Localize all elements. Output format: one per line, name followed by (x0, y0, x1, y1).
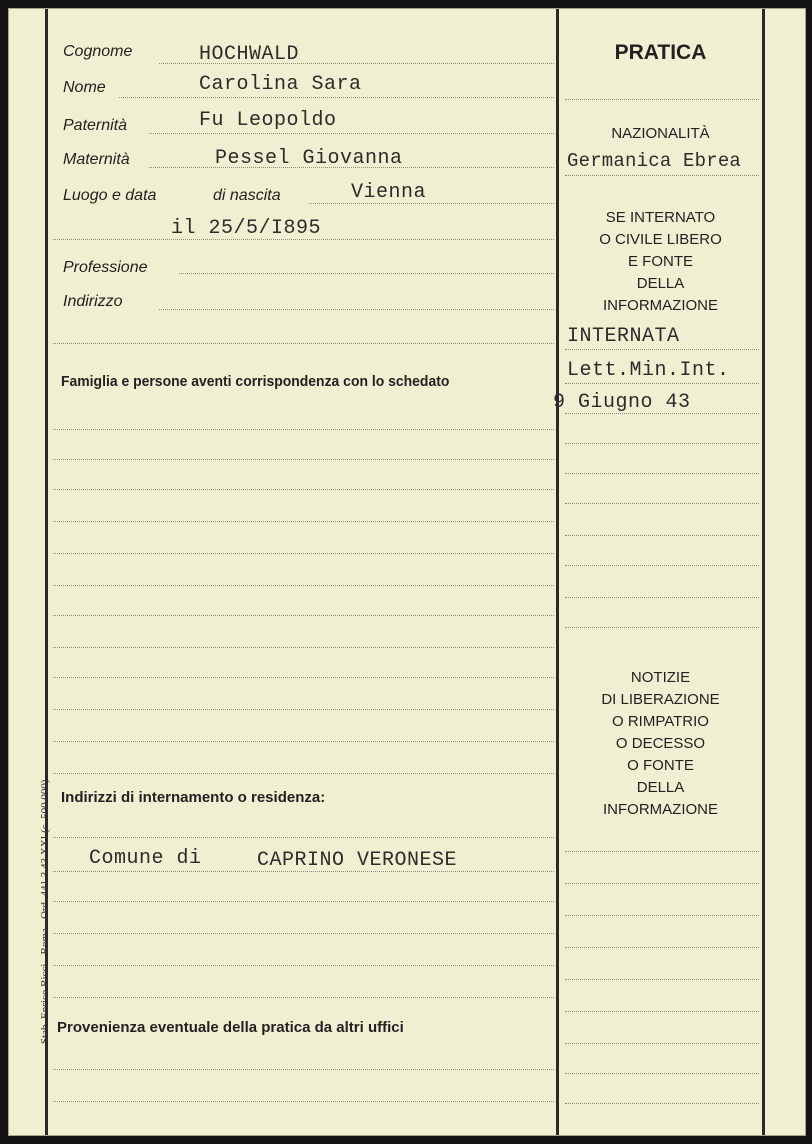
famiglia-line-1 (53, 429, 554, 430)
right-margin-rule (762, 9, 765, 1135)
side-line-4 (565, 383, 759, 384)
notizie-label-7: INFORMAZIONE (603, 801, 718, 818)
side-line-19 (565, 1043, 759, 1044)
internamento-line-4 (53, 933, 554, 934)
paternita-label: Paternità (63, 117, 128, 134)
famiglia-line-6 (53, 585, 554, 586)
side-line-20 (565, 1073, 759, 1074)
internamento-comune: Comune di (89, 847, 202, 870)
printer-note: Stab. Enrico Ricci - Roma - Ord. 441 3 43 XXI (c. 500.000) (39, 779, 51, 1044)
notizie-label-4: O DECESSO (615, 735, 706, 752)
nome-line (119, 97, 554, 98)
internato-value-2: Lett.Min.Int. (567, 359, 730, 382)
pratica-title: PRATICA (614, 41, 707, 64)
nazionalita-label: NAZIONALITÀ (611, 125, 710, 142)
nome-label: Nome (63, 79, 106, 96)
column-divider-rule (556, 9, 559, 1135)
luogo-nascita-value: Vienna (351, 181, 427, 204)
internamento-line-3 (53, 901, 554, 902)
cognome-value: HOCHWALD (199, 43, 300, 66)
internato-label-2: O CIVILE LIBERO (599, 231, 722, 248)
internamento-line-6 (53, 997, 554, 998)
blank-line (53, 343, 554, 344)
famiglia-line-3 (53, 489, 554, 490)
nome-value: Carolina Sara (199, 73, 362, 96)
side-line-8 (565, 503, 759, 504)
side-line-5 (565, 413, 759, 414)
side-line-15 (565, 915, 759, 916)
side-line-17 (565, 979, 759, 980)
side-line-21 (565, 1103, 759, 1104)
side-line-7 (565, 473, 759, 474)
famiglia-line-4 (53, 521, 554, 522)
internamento-label: Indirizzi di internamento o residenza: (61, 789, 326, 806)
notizie-label-2: DI LIBERAZIONE (601, 691, 720, 708)
internamento-line-2 (53, 871, 554, 872)
internato-label-1: SE INTERNATO (605, 209, 716, 226)
famiglia-line-9 (53, 677, 554, 678)
internato-value-3: 9 Giugno 43 (553, 391, 691, 414)
data-nascita-value: il 25/5/I895 (171, 217, 322, 240)
cognome-label: Cognome (63, 43, 133, 60)
famiglia-line-8 (53, 647, 554, 648)
side-line-16 (565, 947, 759, 948)
paternita-line (149, 133, 554, 134)
side-line-1 (565, 99, 759, 100)
side-line-18 (565, 1011, 759, 1012)
famiglia-label: Famiglia e persone aventi corrispondenza con lo schedato (61, 373, 450, 390)
maternita-line (149, 167, 554, 168)
internato-value-1: INTERNATA (567, 325, 680, 348)
side-line-13 (565, 851, 759, 852)
famiglia-line-12 (53, 773, 554, 774)
indirizzo-line (159, 309, 554, 310)
internato-label-4: DELLA (636, 275, 685, 292)
side-line-12 (565, 627, 759, 628)
side-line-14 (565, 883, 759, 884)
side-line-3 (565, 349, 759, 350)
side-line-9 (565, 535, 759, 536)
di-nascita-label: di nascita (213, 187, 281, 204)
famiglia-line-5 (53, 553, 554, 554)
notizie-label-5: O FONTE (627, 757, 694, 774)
maternita-label: Maternità (63, 151, 130, 168)
side-line-11 (565, 597, 759, 598)
provenienza-line-1 (53, 1069, 554, 1070)
luogo-line (309, 203, 554, 204)
side-line-10 (565, 565, 759, 566)
paternita-value: Fu Leopoldo (199, 109, 337, 132)
internato-label-5: INFORMAZIONE (603, 297, 718, 314)
notizie-label-3: O RIMPATRIO (612, 713, 709, 730)
famiglia-line-11 (53, 741, 554, 742)
data-line (53, 239, 554, 240)
notizie-label-6: DELLA (636, 779, 685, 796)
professione-label: Professione (63, 259, 148, 276)
side-line-2 (565, 175, 759, 176)
registration-card (8, 8, 806, 1136)
notizie-label-1: NOTIZIE (630, 669, 691, 686)
maternita-value: Pessel Giovanna (215, 147, 403, 170)
internamento-luogo: CAPRINO VERONESE (257, 849, 458, 872)
professione-line (179, 273, 554, 274)
internato-label-3: E FONTE (627, 253, 693, 270)
famiglia-line-10 (53, 709, 554, 710)
provenienza-line-2 (53, 1101, 554, 1102)
side-line-6 (565, 443, 759, 444)
nazionalita-value: Germanica Ebrea (567, 150, 742, 172)
provenienza-label: Provenienza eventuale della pratica da altri uffici (57, 1019, 404, 1036)
famiglia-line-7 (53, 615, 554, 616)
famiglia-line-2 (53, 459, 554, 460)
luogo-data-label: Luogo e data (63, 187, 157, 204)
internamento-line-5 (53, 965, 554, 966)
cognome-line (159, 63, 554, 64)
indirizzo-label: Indirizzo (63, 293, 123, 310)
internamento-line-1 (53, 837, 554, 838)
